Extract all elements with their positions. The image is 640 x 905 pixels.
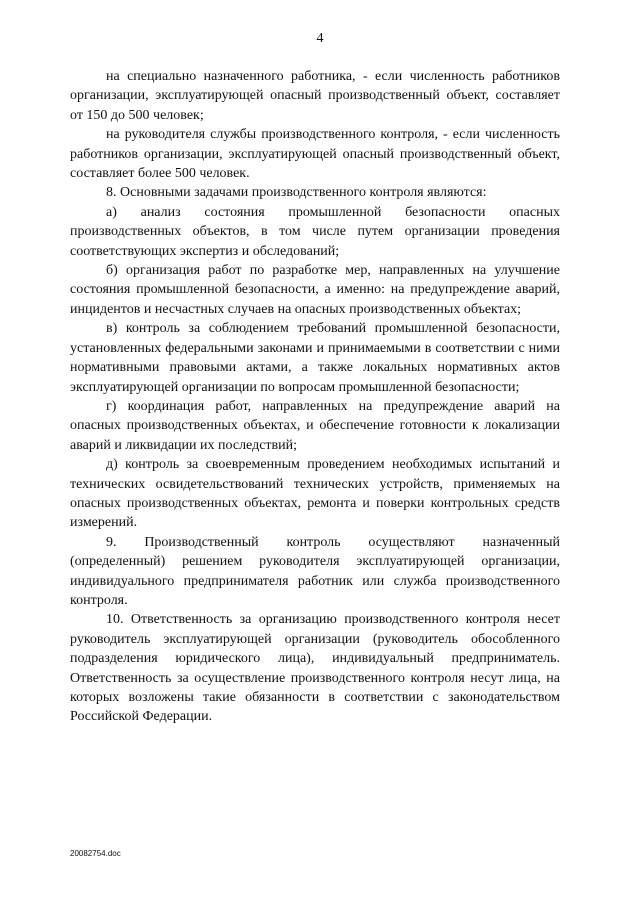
document-footer-filename: 20082754.doc <box>70 849 121 858</box>
paragraph-clause-8: 8. Основными задачами производственного контроля являются: <box>106 185 487 201</box>
paragraph-item-d: д) контроль за своевременным проведением необходимых испытаний и технических освидетельствований технических устройств, применяемых на опасных производственных объектах, ремонта и поверки контрольных средств измерений. <box>70 457 560 531</box>
paragraph-clause-9: 9. Производственный контроль осуществляют назначенный (определенный) решением руководителя эксплуатирующей организации, индивидуального предпринимателя работник или служба производственного контроля. <box>70 534 560 608</box>
paragraph-service-head: на руководителя службы производственного контроля, - если численность работников организации, эксплуатирующей опасный производственный объект, составляет более 500 человек. <box>70 127 560 182</box>
paragraph-item-a: а) анализ состояния промышленной безопасности опасных производственных объектов, в том числе путем организации проведения соответствующих экспертиз и обследований; <box>70 204 560 259</box>
paragraph-item-g: г) координация работ, направленных на предупреждение аварий на опасных производственных объектах, и обеспечение готовности к локализации аварий и ликвидации их последствий; <box>70 398 560 453</box>
document-body <box>70 67 560 727</box>
paragraph-item-b: б) организация работ по разработке мер, направленных на улучшение состояния промышленной безопасности, а именно: на предупреждение аварий, инцидентов и несчастных случаев на опасных производственных объектах; <box>70 263 560 317</box>
paragraph-specialist: на специально назначенного работника, - если численность работников организации, эксплуатирующей опасный производственный объект, составляет от 150 до 500 человек; <box>70 69 560 123</box>
page-number: 4 <box>316 31 324 46</box>
paragraph-clause-10: 10. Ответственность за организацию производственного контроля несет руководитель эксплуатирующей организации (руководитель обособленного подразделения юридического лица), индивидуальный предприниматель. Ответственность за осуществление производственного контроля несут лица, на которых возложены такие обязанности в соответствии с законодательством Российской Федерации. <box>70 612 560 725</box>
paragraph-item-v: в) контроль за соблюдением требований промышленной безопасности, установленных федеральными законами и принимаемыми в соответствии с ними нормативными правовыми актами, а также локальных нормативных актов эксплуатирующей организации по вопросам промышленной безопасности; <box>70 321 560 395</box>
